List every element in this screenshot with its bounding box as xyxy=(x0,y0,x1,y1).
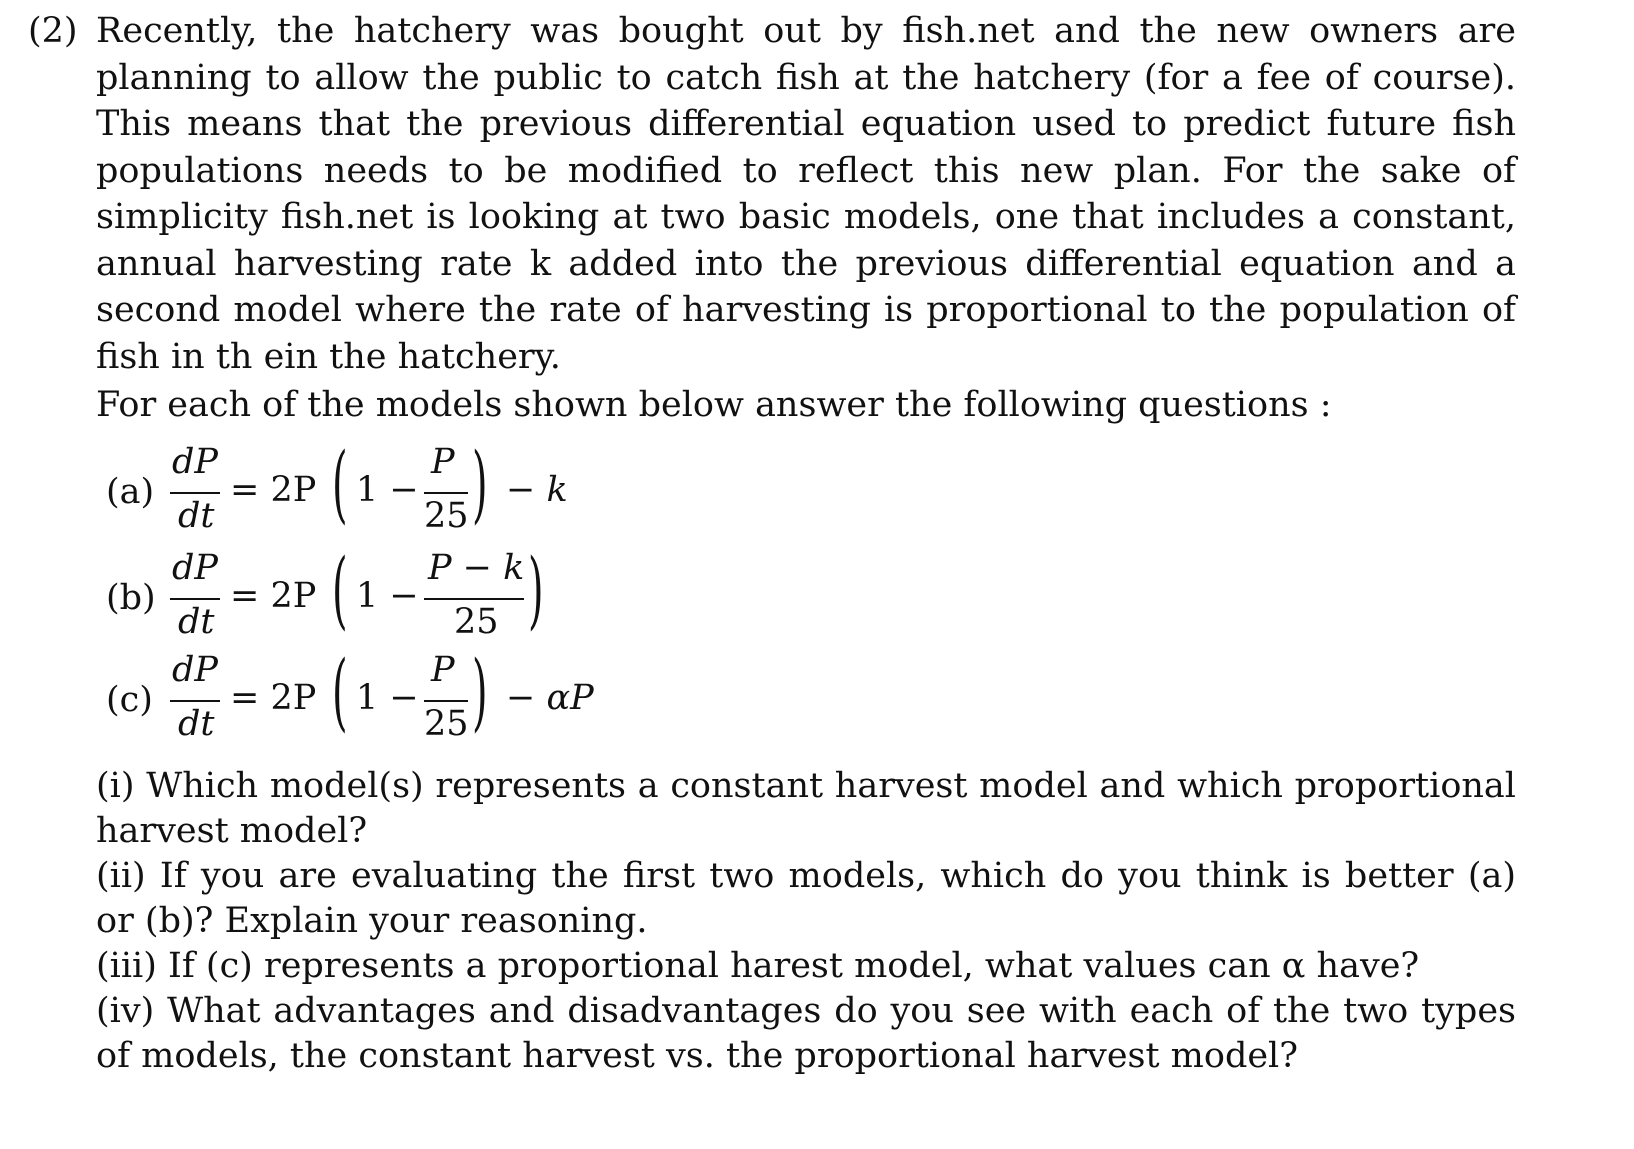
model-a-equation xyxy=(106,436,806,546)
lhs-fraction-bar xyxy=(170,700,220,702)
right-paren: ) xyxy=(472,436,488,534)
lhs-fraction-bar xyxy=(170,598,220,600)
model-label: (b) xyxy=(106,578,156,618)
question-iv: (iv) What advantages and disadvantages do you see with each of the two types of models, the constant harvest vs. the proportional harvest model? xyxy=(96,991,1516,1076)
lhs-numerator: dP xyxy=(172,650,218,690)
inner-fraction-bar xyxy=(424,492,468,494)
equals-term: = 2P xyxy=(230,576,317,616)
model-c-equation xyxy=(106,644,806,754)
inner-denominator: 25 xyxy=(424,496,469,536)
right-paren: ) xyxy=(472,644,488,742)
lhs-denominator: dt xyxy=(178,704,215,744)
question-list xyxy=(96,764,1516,1079)
inner-numerator: P xyxy=(431,650,455,690)
harvest-term: − αP xyxy=(506,678,594,718)
right-paren: ) xyxy=(528,542,544,640)
inner-denominator: 25 xyxy=(454,602,499,642)
inner-denominator: 25 xyxy=(424,704,469,744)
equals-term: = 2P xyxy=(230,678,317,718)
model-label: (c) xyxy=(106,680,153,720)
left-paren: ( xyxy=(332,542,348,640)
one-minus: 1 − xyxy=(356,576,419,616)
one-minus: 1 − xyxy=(356,470,419,510)
problem-intro: Recently, the hatchery was bought out by fish.net and the new owners are planning to allow the public to catch fish at the hatchery (for a fee of course). This means that the previous differential equation used to predict future fish populations needs to be modified to reflect this new plan. For the sake of simplicity fish.net is looking at two basic models, one that includes a constant, annual harvesting rate k added into the previous differential equation and a second model where the rate of harvesting is proportional to the population of fish in th ein the hatchery. xyxy=(96,11,1516,377)
inner-fraction-bar xyxy=(424,700,468,702)
question-iii: (iii) If (c) represents a proportional harest model, what values can α have? xyxy=(96,946,1420,986)
harvest-term: − k xyxy=(506,470,568,510)
inner-numerator: P xyxy=(431,442,455,482)
lhs-numerator: dP xyxy=(172,442,218,482)
left-paren: ( xyxy=(332,644,348,742)
inner-fraction-bar xyxy=(424,598,524,600)
model-b-equation xyxy=(106,542,806,652)
question-ii: (ii) If you are evaluating the first two models, which do you think is better (a) or (b)? Explain your reasoning. xyxy=(96,856,1516,941)
lhs-denominator: dt xyxy=(178,496,215,536)
question-i: (i) Which model(s) represents a constant harvest model and which proportional harvest model? xyxy=(96,766,1516,851)
problem-instruction: For each of the models shown below answer the following questions : xyxy=(96,385,1332,425)
problem-number: (2) xyxy=(28,11,78,51)
lhs-fraction-bar xyxy=(170,492,220,494)
lhs-numerator: dP xyxy=(172,548,218,588)
left-paren: ( xyxy=(332,436,348,534)
equals-term: = 2P xyxy=(230,470,317,510)
one-minus: 1 − xyxy=(356,678,419,718)
model-label: (a) xyxy=(106,472,155,512)
inner-numerator: P − k xyxy=(428,548,525,588)
lhs-denominator: dt xyxy=(178,602,215,642)
